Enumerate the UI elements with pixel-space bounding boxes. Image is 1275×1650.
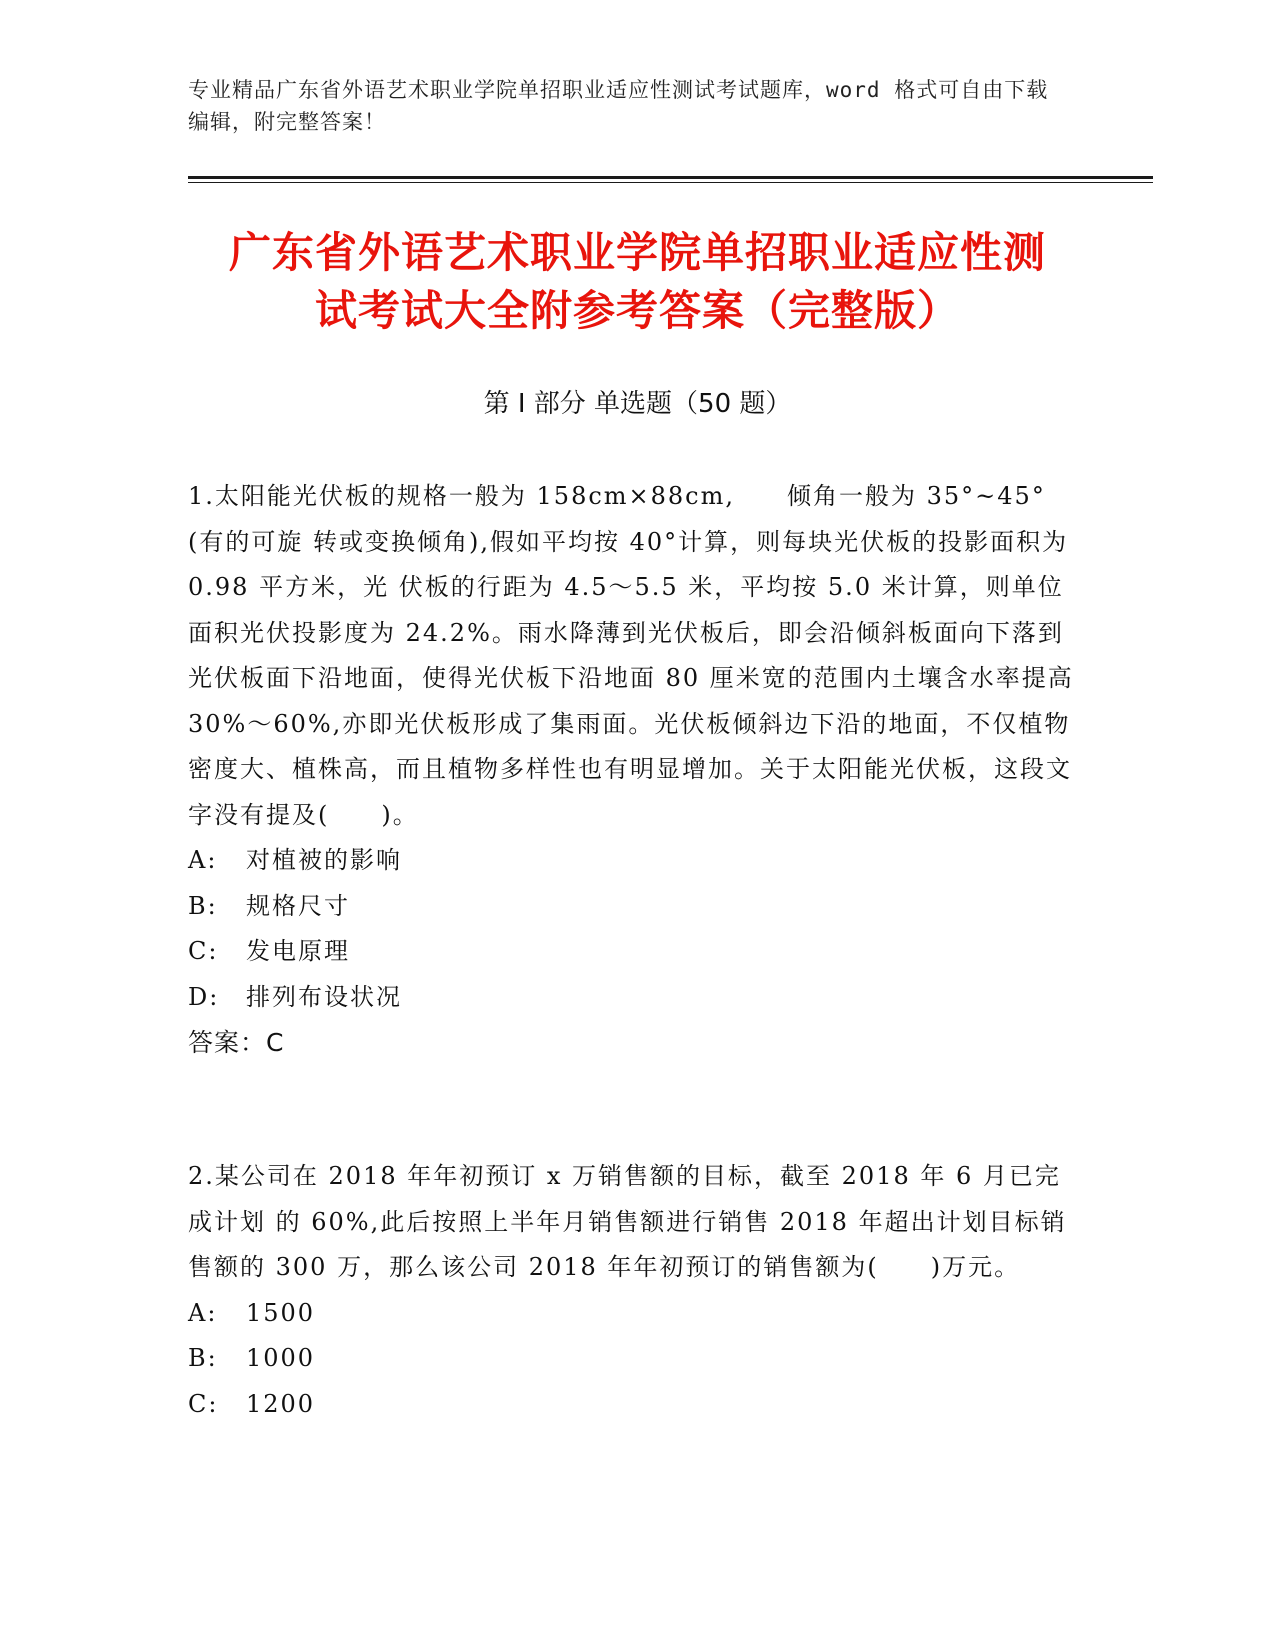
section-title: 第 I 部分 单选题（50 题） bbox=[483, 389, 792, 419]
option-key: A: bbox=[188, 1298, 218, 1327]
document-title bbox=[150, 224, 1125, 340]
question-1 bbox=[188, 474, 1078, 1065]
option-key: B: bbox=[188, 891, 218, 920]
question-1-option-b bbox=[188, 884, 1078, 930]
document-title-line-2: 试考试大全附参考答案（完整版） bbox=[314, 286, 960, 335]
question-1-option-c bbox=[188, 929, 1078, 975]
option-key: B: bbox=[188, 1344, 218, 1372]
option-text: 1200 bbox=[246, 1389, 316, 1418]
question-2-option-c bbox=[188, 1382, 1078, 1428]
header-divider-thin bbox=[188, 182, 1153, 183]
question-2-text: 2.某公司在 2018 年年初预订 x 万销售额的目标，截至 2018 年 6 月已完成计划 的 60%,此后按照上半年月销售额进行销售 2018 年超出计划目标销售额的 300 万，那么该公司 2018 年年初预订的销售额为( )万元。 bbox=[188, 1162, 1067, 1281]
question-1-answer: 答案：C bbox=[188, 1028, 285, 1057]
option-key: C: bbox=[188, 1389, 219, 1418]
header-divider-thick bbox=[188, 176, 1153, 179]
question-1-option-a bbox=[188, 838, 1078, 884]
option-key: C: bbox=[188, 937, 219, 965]
question-2-option-b bbox=[188, 1336, 1078, 1382]
option-text: 对植被的影响 bbox=[246, 846, 402, 874]
document-title-line-1: 广东省外语艺术职业学院单招职业适应性测 bbox=[228, 228, 1046, 277]
question-2-option-a bbox=[188, 1291, 1078, 1337]
option-key: A: bbox=[188, 846, 218, 874]
question-1-option-d bbox=[188, 975, 1078, 1021]
document-header-note: 专业精品广东省外语艺术职业学院单招职业适应性测试考试题库，word 格式可自由下载编辑，附完整答案！ bbox=[188, 78, 1049, 134]
question-1-text: 1.太阳能光伏板的规格一般为 158cm×88cm, 倾角一般为 35°~45°(有的可旋 转或变换倾角),假如平均按 40°计算，则每块光伏板的投影面积为 0.98 平方米，光 伏板的行距为 4.5～5.5 米，平均按 5.0 米计算，则单位面积光伏投影度为 24.2%。雨水降薄到光伏板后，即会沿倾斜板面向下落到光伏板面下沿地面，使得光伏板下沿地面 80 厘米宽的范围内土壤含水率提高 30%～60%,亦即光伏板形成了集雨面。光伏板倾斜边下沿的地面，不仅植物密度大、植株高，而且植物多样性也有明显增加。关于太阳能光伏板，这段文字没有提及( )。 bbox=[188, 482, 1074, 829]
option-text: 1000 bbox=[246, 1344, 316, 1372]
option-text: 1500 bbox=[246, 1298, 316, 1327]
option-text: 规格尺寸 bbox=[246, 891, 350, 920]
question-2 bbox=[188, 1154, 1078, 1427]
option-text: 排列布设状况 bbox=[246, 982, 402, 1011]
option-text: 发电原理 bbox=[246, 937, 350, 965]
option-key: D: bbox=[188, 982, 220, 1011]
